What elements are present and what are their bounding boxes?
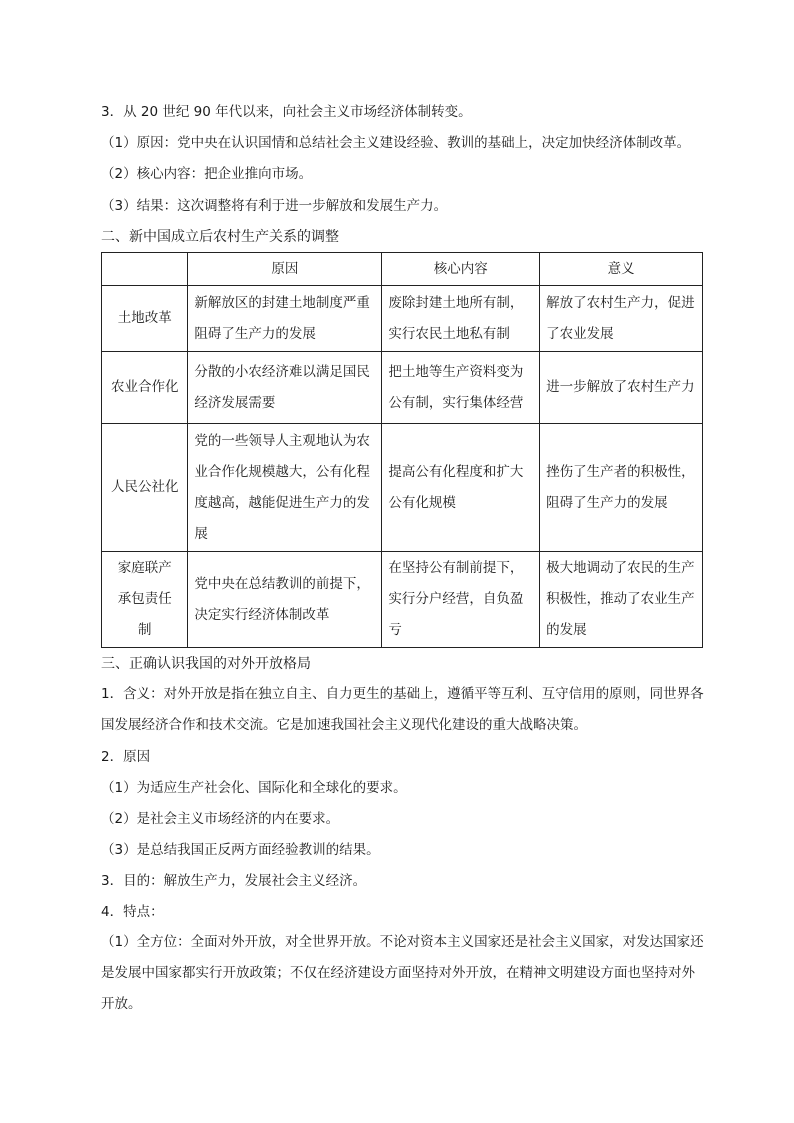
cell-core: 废除封建土地所有制，实行农民土地私有制 [382, 286, 540, 352]
table-row [102, 552, 703, 648]
paragraph-reason-title: 2．原因 [101, 749, 151, 765]
table-row [102, 286, 703, 352]
cell-core: 提高公有化程度和扩大公有化规模 [382, 424, 540, 552]
cell-reason: 党中央在总结教训的前提下，决定实行经济体制改革 [188, 552, 382, 648]
table-header-row [102, 253, 703, 286]
row-name: 人民公社化 [102, 424, 188, 552]
paragraph-feature-1: （1）全方位：全面对外开放，对全世界开放。不论对资本主义国家还是社会主义国家，对发达国家还是发展中国家都实行开放政策；不仅在经济建设方面坚持对外开放，在精神文明建设方面也坚持对外开放。 [101, 934, 704, 1012]
table-header-cell: 意义 [540, 253, 703, 286]
cell-reason: 分散的小农经济难以满足国民经济发展需要 [188, 352, 382, 424]
row-name: 家庭联产承包责任制 [102, 552, 188, 648]
cell-core: 在坚持公有制前提下，实行分户经营，自负盈亏 [382, 552, 540, 648]
table-header-cell: 核心内容 [382, 253, 540, 286]
table-header-cell [102, 253, 188, 286]
paragraph-line-3: 3．从 20 世纪 90 年代以来，向社会主义市场经济体制转变。 [101, 104, 472, 120]
cell-reason: 新解放区的封建土地制度严重阻碍了生产力的发展 [188, 286, 382, 352]
paragraph-reason-2: （2）是社会主义市场经济的内在要求。 [101, 811, 340, 827]
paragraph-reason-1: （1）为适应生产社会化、国际化和全球化的要求。 [101, 780, 407, 796]
cell-meaning: 进一步解放了农村生产力 [540, 352, 703, 424]
cell-reason: 党的一些领导人主观地认为农业合作化规模越大，公有化程度越高，越能促进生产力的发展 [188, 424, 382, 552]
paragraph-core: （2）核心内容：把企业推向市场。 [101, 166, 313, 182]
section-heading-rural: 二、新中国成立后农村生产关系的调整 [101, 229, 339, 245]
paragraph-reason: （1）原因：党中央在认识国情和总结社会主义建设经验、教训的基础上，决定加快经济体制改革。 [101, 135, 691, 151]
paragraph-result: （3）结果：这次调整将有利于进一步解放和发展生产力。 [101, 198, 448, 214]
section-heading-opening: 三、正确认识我国的对外开放格局 [101, 656, 311, 672]
cell-meaning: 极大地调动了农民的生产积极性，推动了农业生产的发展 [540, 552, 703, 648]
table-row [102, 424, 703, 552]
table-row [102, 352, 703, 424]
cell-meaning: 解放了农村生产力，促进了农业发展 [540, 286, 703, 352]
paragraph-features-title: 4．特点： [101, 904, 164, 920]
row-name: 土地改革 [102, 286, 188, 352]
paragraph-reason-3: （3）是总结我国正反两方面经验教训的结果。 [101, 842, 380, 858]
paragraph-meaning: 1．含义：对外开放是指在独立自主、自力更生的基础上，遵循平等互利、互守信用的原则，同世界各国发展经济合作和技术交流。它是加速我国社会主义现代化建设的重大战略决策。 [101, 686, 704, 733]
paragraph-purpose: 3．目的：解放生产力，发展社会主义经济。 [101, 873, 367, 889]
rural-relations-table [101, 252, 703, 648]
row-name: 农业合作化 [102, 352, 188, 424]
cell-meaning: 挫伤了生产者的积极性，阻碍了生产力的发展 [540, 424, 703, 552]
table-header-cell: 原因 [188, 253, 382, 286]
cell-core: 把土地等生产资料变为公有制，实行集体经营 [382, 352, 540, 424]
